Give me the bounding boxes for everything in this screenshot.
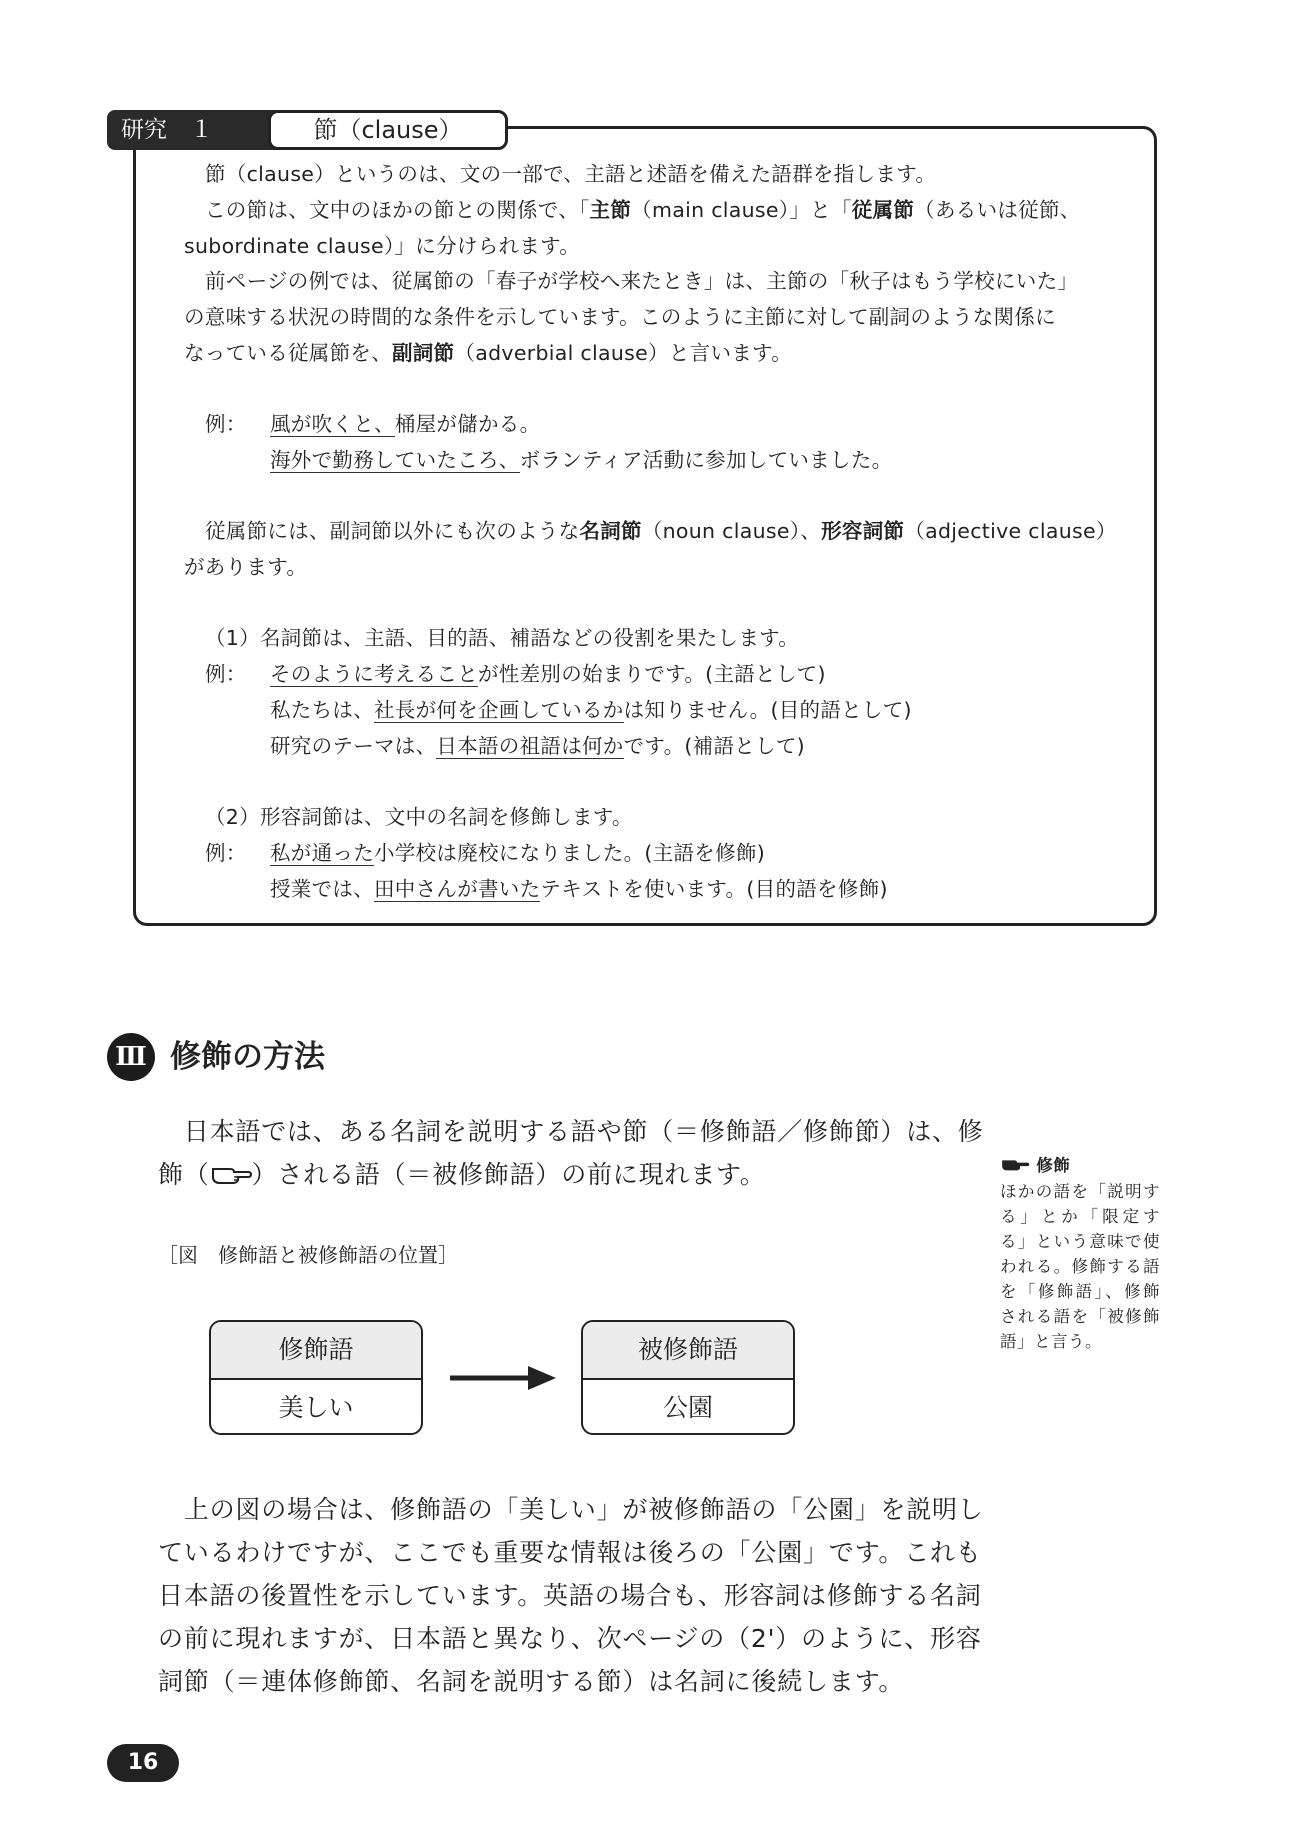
after-line-4: の前に現れますが、日本語と異なり、次ページの（2'）のように、形容 — [158, 1624, 982, 1653]
adjective-example-2: 授業では、田中さんが書いたテキストを使います。(目的語を修飾) — [270, 877, 888, 901]
box-p3: 前ページの例では、従属節の「春子が学校へ来たとき」は、主節の「秋子はもう学校にいた」 — [205, 269, 1079, 293]
research-title: 節（clause） — [268, 110, 508, 150]
noun-example-2: 私たちは、社長が何を企画しているかは知りません。(目的語として) — [270, 698, 912, 722]
box-p3-line3: なっている従属節を、副詞節（adverbial clause）と言います。 — [184, 341, 793, 365]
intro-line-1: 日本語では、ある名詞を説明する語や節（＝修飾語／修飾節）は、修 — [158, 1117, 984, 1146]
sidenote-text: ほかの語を「説明する」とか「限定する」という意味で使われる。修飾する語を「修飾語」、修飾される語を「被修飾語」と言う。 — [1000, 1182, 1160, 1351]
example-label: 例： — [205, 412, 247, 436]
after-line-1: 上の図の場合は、修飾語の「美しい」が被修飾語の「公園」を説明し — [158, 1495, 984, 1524]
modified-node-head: 被修飾語 — [583, 1322, 793, 1380]
box-p2-cont: subordinate clause）」に分けられます。 — [184, 234, 581, 258]
modifier-node-head: 修飾語 — [211, 1322, 421, 1380]
intro-line-2: 飾（ ）される語（＝被修飾語）の前に現れます。 — [158, 1153, 766, 1198]
after-line-3: 日本語の後置性を示しています。英語の場合も、形容詞は修飾する名詞 — [158, 1581, 982, 1610]
figure-caption: ［図 修飾語と被修飾語の位置］ — [158, 1243, 458, 1267]
section-number: Ⅲ — [107, 1033, 155, 1081]
pointing-hand-icon — [210, 1155, 252, 1198]
box-p4: 従属節には、副詞節以外にも次のような名詞節（noun clause）、形容詞節（adjective clause） — [205, 519, 1117, 543]
page-number: 16 — [107, 1744, 179, 1782]
modifier-node-body: 美しい — [278, 1393, 354, 1422]
box-p3-line2: の意味する状況の時間的な条件を示しています。このように主節に対して副詞のような関係に — [184, 305, 1056, 329]
modified-node-body: 公園 — [662, 1393, 713, 1422]
sidenote-title: 修飾 — [1036, 1156, 1071, 1175]
noun-example-1: そのように考えることが性差別の始まりです。(主語として) — [270, 662, 826, 686]
example-1: 風が吹くと、桶屋が儲かる。 — [270, 412, 541, 436]
example-2: 海外で勤務していたころ、ボランティア活動に参加していました。 — [270, 448, 893, 472]
pointing-hand-icon — [1000, 1154, 1030, 1179]
after-line-2: ているわけですが、ここでも重要な情報は後ろの「公園」です。これも — [158, 1538, 982, 1567]
modifier-node — [209, 1320, 423, 1435]
after-line-5: 詞節（＝連体修飾節、名詞を説明する節）は名詞に後続します。 — [158, 1667, 905, 1696]
arrow-right-icon — [448, 1363, 558, 1393]
box-p1: 節（clause）というのは、文の一部で、主語と述語を備えた語群を指します。 — [205, 162, 937, 186]
sidenote — [1000, 1153, 1160, 1354]
noun-clause-heading: （1）名詞節は、主語、目的語、補語などの役割を果たします。 — [205, 626, 800, 650]
sidenote-heading — [1000, 1153, 1160, 1179]
adjective-clause-heading: （2）形容詞節は、文中の名詞を修飾します。 — [205, 805, 633, 829]
section-title: 修飾の方法 — [170, 1039, 325, 1075]
noun-example-3: 研究のテーマは、日本語の祖語は何かです。(補語として) — [270, 734, 805, 758]
box-p4-cont: があります。 — [184, 555, 308, 579]
research-tab-label: 研究 １ — [121, 117, 213, 143]
noun-example-label: 例： — [205, 662, 247, 686]
modified-node — [581, 1320, 795, 1435]
adjective-example-label: 例： — [205, 841, 247, 865]
adjective-example-1: 私が通った小学校は廃校になりました。(主語を修飾) — [270, 841, 765, 865]
box-p2: この節は、文中のほかの節との関係で、「主節（main clause）」と「従属節（あるいは従節、 — [205, 198, 1081, 222]
